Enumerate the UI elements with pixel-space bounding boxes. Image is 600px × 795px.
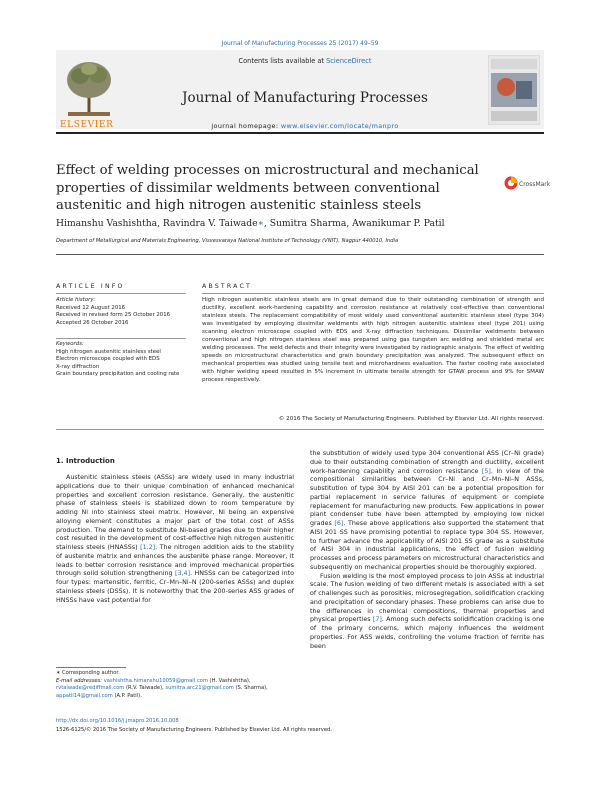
- email-owner: (H. Vashishtha),: [207, 677, 251, 684]
- email-owner: (A.P. Patil).: [112, 692, 142, 699]
- authors-part2: , Sumitra Sharma, Awanikumar P. Patil: [263, 218, 445, 229]
- abstract-end-divider: [56, 429, 544, 430]
- text-run: . The nitrogen addition aids to the stability of austenite matrix and enhances the austenite phase range. Moreover, it leads to better corrosion resistance and improved mechanical properties through solid solution strengthening: [56, 544, 294, 578]
- info-divider: [56, 293, 186, 294]
- text-run: . These above applications also supported the statement that AISI 201 SS have promising potential to replace type 304 SS. However, to further advance the applicability of AISI 201 SS grade as a substitute of AISI 304 in industrial applications, the effect of fusion welding processes and process parameters on microstructural characteristics and subsequently on mechanical properties should be thoroughly explored.: [310, 520, 544, 571]
- section-heading-introduction: 1. Introduction: [56, 457, 115, 465]
- corresponding-author-note: ∗ Corresponding author.: [56, 670, 120, 676]
- keywords: [56, 341, 186, 379]
- text-run: . HNSSs can be categorized into four types: martensitic, ferritic, Cr–Mn–Ni–N (200-series ASSs) and duplex stainless steels (DSSs). It is noteworthy that the 200-series ASS grades of HNSSs have vast potential for: [56, 570, 294, 604]
- issn-copyright: 1526-6125/© 2016 The Society of Manufacturing Engineers. Published by Elsevier Ltd. All rights reserved.: [56, 727, 332, 733]
- abstract-text: High nitrogen austenitic stainless steels are in great demand due to their outstanding combination of strength and ductility, excellent work-hardening capability and corrosion resistance at relatively cost-effective than conventional stainless steels. The replacement compatibility of most widely used conventional austenitic stainless steel (type 304) was investigated by employing dissimilar weldments with high nitrogen austenitic stainless steel (type 201) using scanning electron microscope coupled with EDS and X-ray diffraction techniques. Dissimilar weldments between conventional and high nitrogen stainless steel was prepared using gas tungsten arc welding and shielded metal arc welding processes. The weld defects and their integrity were investigated by radiographic analysis. The effect of welding speeds on microstructural characteristics and grain boundary precipitation was analyzed. The subsequent effect on mechanical properties was studied using tensile test and microhardness evaluation. The faster cooling rate associated with higher welding speed resulted in 5% increment in ultimate tensile strength for GTAW process and 9% for SMAW process respectively.: [202, 297, 544, 384]
- paragraph: [56, 474, 294, 605]
- body-column-left: [56, 474, 294, 605]
- email-label: E-mail addresses:: [56, 677, 103, 684]
- keyword-item: High nitrogen austenitic stainless steel: [56, 348, 161, 355]
- article-title: Effect of welding processes on microstructural and mechanical properties of dissimilar weldments between conventional austenitic and high nitrogen austenitic stainless steels: [56, 163, 479, 213]
- elsevier-tree-logo: [58, 56, 120, 126]
- homepage-link[interactable]: www.elsevier.com/locate/manpro: [280, 122, 399, 130]
- journal-cover-image: [488, 55, 540, 125]
- affiliation: Department of Metallurgical and Materials Engineering, Visvesvaraya National Institute of Technology (VNIT), Nagpur 440010, India: [56, 238, 399, 244]
- corresponding-author-mark[interactable]: ∗: [257, 218, 264, 229]
- text-run: . In view of the compositional similarities between Cr–Ni and Cr–Mn–Ni–N ASSs, substitution of type 304 by AISI 201 can be a potential proposition for partial replacement in service failures of equipment or complete replacement for manufacturing new products. Few applications in power plant condenser tube have been attempted by employing low nickel grades: [310, 467, 544, 527]
- footnote-divider: [56, 667, 126, 668]
- doi-link[interactable]: http://dx.doi.org/10.1016/j.jmapro.2016.10.008: [56, 718, 179, 724]
- email-link[interactable]: appatil14@gmail.com: [56, 692, 113, 699]
- email-addresses: [56, 678, 296, 701]
- abstract-divider: [202, 293, 544, 294]
- body-column-right: [310, 450, 544, 651]
- authors-part1: Himanshu Vashishtha, Ravindra V. Taiwade: [56, 218, 258, 229]
- abstract-heading: ABSTRACT: [202, 283, 252, 290]
- article-info-heading: ARTICLE INFO: [56, 283, 125, 290]
- history-received: Received 12 August 2016: [56, 304, 126, 311]
- email-owner: (R.V. Taiwade),: [124, 685, 166, 692]
- keywords-divider: [56, 338, 186, 339]
- citation-link[interactable]: [3,4]: [175, 570, 191, 578]
- history-accepted: Accepted 26 October 2016: [56, 319, 129, 326]
- keywords-label: Keywords:: [56, 341, 84, 347]
- email-link[interactable]: rvtaiwade@rediffmail.com: [56, 685, 125, 692]
- paragraph: [310, 573, 544, 652]
- title-divider: [56, 254, 544, 255]
- author-list: [56, 218, 536, 229]
- article-history: [56, 297, 186, 327]
- keyword-item: Grain boundary precipitation and cooling rate: [56, 371, 180, 377]
- keyword-item: Electron microscope coupled with EDS: [56, 356, 160, 362]
- email-link[interactable]: vashishtha.himanshu10059@gmail.com: [103, 677, 208, 684]
- homepage-label: journal homepage:: [211, 122, 279, 130]
- citation-link[interactable]: [6]: [334, 520, 344, 527]
- journal-title: Journal of Manufacturing Processes: [182, 90, 428, 106]
- abstract-copyright: © 2016 The Society of Manufacturing Engineers. Published by Elsevier Ltd. All rights reserved.: [278, 416, 544, 422]
- sciencedirect-link[interactable]: ScienceDirect: [326, 57, 372, 65]
- text-run: Fusion welding is the most employed process to join ASSs at industrial scale. The fusion welding of two different metals is associated with a set of challenges such as porosities, microsegregation, solidification cracking and precipitation of secondary phases. These problems can arise due to the differences in chemical compositions, thermal properties and physical properties: [310, 572, 544, 624]
- citation-link[interactable]: [5]: [481, 467, 491, 475]
- history-label: Article history:: [56, 297, 96, 303]
- journal-homepage: [140, 122, 470, 130]
- paragraph: [310, 450, 544, 573]
- email-link[interactable]: sumitra.arc21@gmail.com: [165, 685, 234, 692]
- elsevier-wordmark: ELSEVIER: [60, 120, 114, 130]
- footnotes: [56, 670, 296, 700]
- citation-link[interactable]: [7]: [372, 616, 382, 624]
- contents-prefix: Contents lists available at: [238, 57, 325, 65]
- crossmark-badge[interactable]: [504, 175, 550, 191]
- keyword-item: X-ray diffraction: [56, 363, 100, 370]
- text-run: . Among such defects solidification cracking is one of the primary concerns, which majorly influences the weldment properties. For ASS welds, controlling the volume fraction of ferrite has been: [310, 616, 544, 650]
- citation-link[interactable]: [1,2]: [140, 544, 156, 551]
- history-revised: Received in revised form 25 October 2016: [56, 312, 171, 318]
- text-run: the substitution of widely used type 304 conventional ASS (Cr–Ni grade) due to their outstanding combination of strength and ductility, excellent work-hardening capability and corrosion resistance: [310, 450, 544, 475]
- text-run: Austenitic stainless steels (ASSs) are widely used in many industrial applications due to their unique combination of enhanced mechanical properties and excellent corrosion resistance. Generally, the austenitic phase of stainless steels is stabilized down to room temperature by adding Ni into stainless steel matrix. However, Ni being an expensive alloying element constitutes a major part of the total cost of ASSs production. The demand to substitute Ni-based grades due to their higher cost resulted in the development of cost-effective high nitrogen austenitic stainless steels (HNASSs): [56, 474, 294, 551]
- contents-available: [140, 57, 470, 65]
- header-divider: [56, 132, 544, 134]
- journal-citation[interactable]: Journal of Manufacturing Processes 25 (2017) 49–59: [221, 40, 379, 47]
- crossmark-label: CrossMark: [519, 181, 550, 188]
- email-owner: (S. Sharma),: [233, 685, 268, 692]
